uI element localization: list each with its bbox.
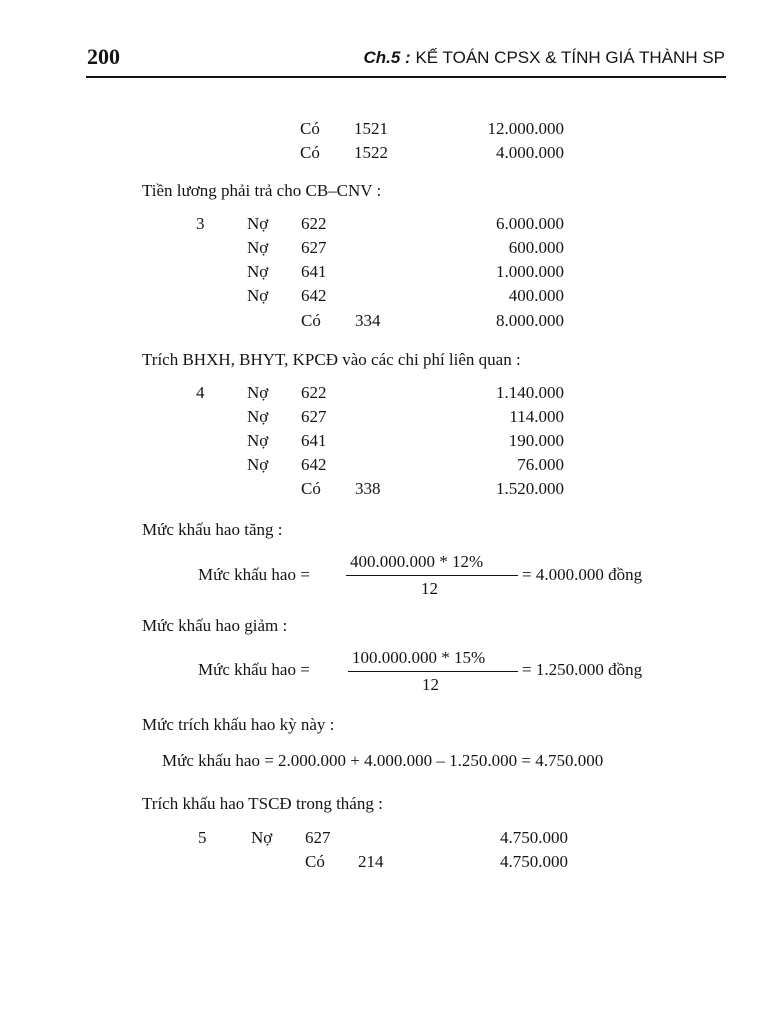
entry-side: Có [300, 143, 320, 162]
fraction-denominator: 12 [422, 675, 439, 694]
heading-depreciation-period: Mức trích khấu hao kỳ này : [142, 715, 335, 734]
page-number: 200 [87, 44, 120, 69]
entry-amount: 1.520.000 [496, 479, 564, 498]
entry-account: 622 [301, 214, 327, 233]
formula-lhs: Mức khấu hao = [198, 565, 310, 584]
entry-amount: 8.000.000 [496, 311, 564, 330]
formula-period: Mức khấu hao = 2.000.000 + 4.000.000 – 1.250.000 = 4.750.000 [162, 751, 604, 770]
entry-number: 3 [196, 214, 205, 233]
entry-amount: 12.000.000 [487, 119, 564, 138]
entry-account: 627 [301, 238, 327, 257]
fraction-numerator: 400.000.000 * 12% [350, 552, 484, 571]
fraction-numerator: 100.000.000 * 15% [352, 648, 486, 667]
entry-amount: 1.000.000 [496, 262, 564, 281]
entry-side: Nợ [247, 455, 269, 474]
entry-account: 214 [358, 852, 384, 871]
entry-side: Nợ [247, 238, 269, 257]
entry-amount: 190.000 [508, 431, 564, 450]
entry-account: 338 [355, 479, 381, 498]
fraction-bar [348, 671, 518, 672]
formula-result: = 1.250.000 đồng [522, 660, 643, 679]
entry-amount: 400.000 [508, 286, 564, 305]
fraction-denominator: 12 [421, 579, 438, 598]
entry-amount: 4.750.000 [500, 828, 568, 847]
entry-account: 1521 [354, 119, 388, 138]
entry-amount: 1.140.000 [496, 383, 564, 402]
heading-depreciation-increase: Mức khấu hao tăng : [142, 520, 283, 539]
entry-amount: 600.000 [508, 238, 564, 257]
entry-side: Nợ [247, 383, 269, 402]
formula-result: = 4.000.000 đồng [522, 565, 643, 584]
entry-side: Có [301, 479, 321, 498]
entry-account: 641 [301, 431, 327, 450]
entry-account: 334 [355, 311, 381, 330]
entry-amount: 4.750.000 [500, 852, 568, 871]
entry-account: 622 [301, 383, 327, 402]
entry-side: Nợ [247, 407, 269, 426]
entry-account: 642 [301, 455, 327, 474]
entry-side: Nợ [247, 286, 269, 305]
entry-side: Có [300, 119, 320, 138]
entry-account: 627 [301, 407, 327, 426]
header-rule [86, 76, 726, 78]
heading-depreciation-decrease: Mức khấu hao giảm : [142, 616, 288, 635]
entry-side: Nợ [247, 431, 269, 450]
entry-amount: 114.000 [509, 407, 564, 426]
entry-side: Nợ [251, 828, 273, 847]
entry-amount: 4.000.000 [496, 143, 564, 162]
chapter-title: KẾ TOÁN CPSX & TÍNH GIÁ THÀNH SP [415, 48, 725, 67]
entry-account: 641 [301, 262, 327, 281]
entry-side: Nợ [247, 262, 269, 281]
formula-lhs: Mức khấu hao = [198, 660, 310, 679]
fraction-bar [346, 575, 518, 576]
entry-number: 5 [198, 828, 207, 847]
entry-side: Có [301, 311, 321, 330]
entry-account: 642 [301, 286, 327, 305]
section-heading-salary: Tiền lương phải trả cho CB–CNV : [142, 181, 382, 200]
chapter-header [363, 48, 725, 68]
formula-fraction [348, 648, 518, 698]
entry-side: Nợ [247, 214, 269, 233]
entry-account: 1522 [354, 143, 388, 162]
section-heading-insurance: Trích BHXH, BHYT, KPCĐ vào các chi phí liên quan : [142, 350, 521, 369]
section-heading-fixed-assets: Trích khấu hao TSCĐ trong tháng : [142, 794, 383, 813]
entry-account: 627 [305, 828, 331, 847]
entry-amount: 6.000.000 [496, 214, 564, 233]
entry-side: Có [305, 852, 325, 871]
chapter-prefix: Ch.5 : [363, 48, 411, 67]
formula-fraction [346, 552, 518, 602]
entry-amount: 76.000 [517, 455, 564, 474]
entry-number: 4 [196, 383, 205, 402]
